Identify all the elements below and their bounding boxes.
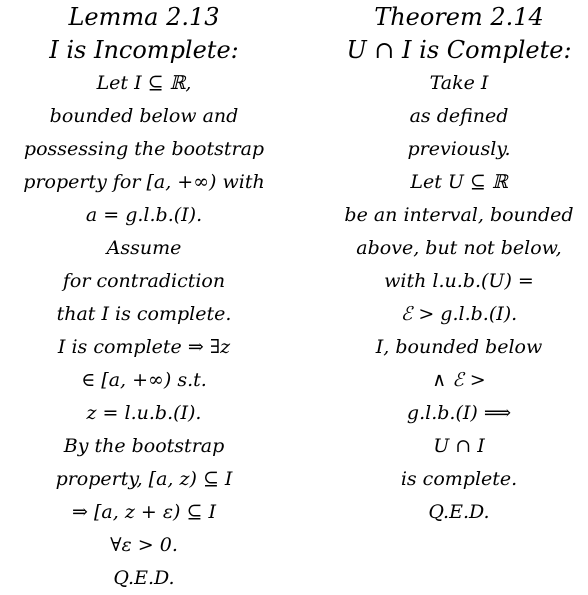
theorem-line: Take I xyxy=(429,72,489,94)
lemma-line: ∈ [a, +∞) s.t. xyxy=(81,369,207,391)
lemma-title: Lemma 2.13 xyxy=(68,3,220,31)
lemma-line: z = l.u.b.(I). xyxy=(86,402,202,424)
lemma-line: ∀ε > 0. xyxy=(110,534,178,556)
theorem-line: ℰ > g.l.b.(I). xyxy=(400,303,518,325)
lemma-line: property, [a, z) ⊆ I xyxy=(55,468,233,490)
lemma-line: I is complete ⇒ ∃z xyxy=(57,336,231,358)
lemma-line: that I is complete. xyxy=(56,303,232,325)
lemma-line: property for [a, +∞) with xyxy=(23,171,265,193)
lemma-line: Assume xyxy=(106,237,182,259)
lemma-subtitle: I is Incomplete: xyxy=(49,36,239,64)
lemma-line: By the bootstrap xyxy=(63,435,225,457)
theorem-line: I, bounded below xyxy=(375,336,543,358)
lemma-line: Let I ⊆ ℝ, xyxy=(96,72,192,94)
theorem-line: above, but not below, xyxy=(356,237,562,259)
theorem-line: previously. xyxy=(407,138,511,160)
theorem-line: U ∩ I xyxy=(433,435,485,457)
theorem-title: Theorem 2.14 xyxy=(374,3,544,31)
lemma-line: for contradiction xyxy=(62,270,226,292)
lemma-column xyxy=(0,0,288,595)
theorem-qed: Q.E.D. xyxy=(428,501,490,523)
theorem-line: ∧ ℰ > xyxy=(432,369,486,391)
theorem-line: is complete. xyxy=(400,468,518,490)
theorem-line: as defined xyxy=(409,105,509,127)
theorem-subtitle: U ∩ I is Complete: xyxy=(346,36,572,64)
theorem-line: Let U ⊆ ℝ xyxy=(410,171,508,193)
lemma-line: possessing the bootstrap xyxy=(23,138,265,160)
theorem-line: g.l.b.(I) ⟹ xyxy=(406,402,512,424)
lemma-line: ⇒ [a, z + ε) ⊆ I xyxy=(72,501,216,523)
theorem-column xyxy=(330,0,588,529)
lemma-qed: Q.E.D. xyxy=(113,567,175,589)
theorem-line: with l.u.b.(U) = xyxy=(384,270,534,292)
lemma-line: bounded below and xyxy=(49,105,239,127)
lemma-line: a = g.l.b.(I). xyxy=(85,204,203,226)
theorem-line: be an interval, bounded xyxy=(344,204,574,226)
